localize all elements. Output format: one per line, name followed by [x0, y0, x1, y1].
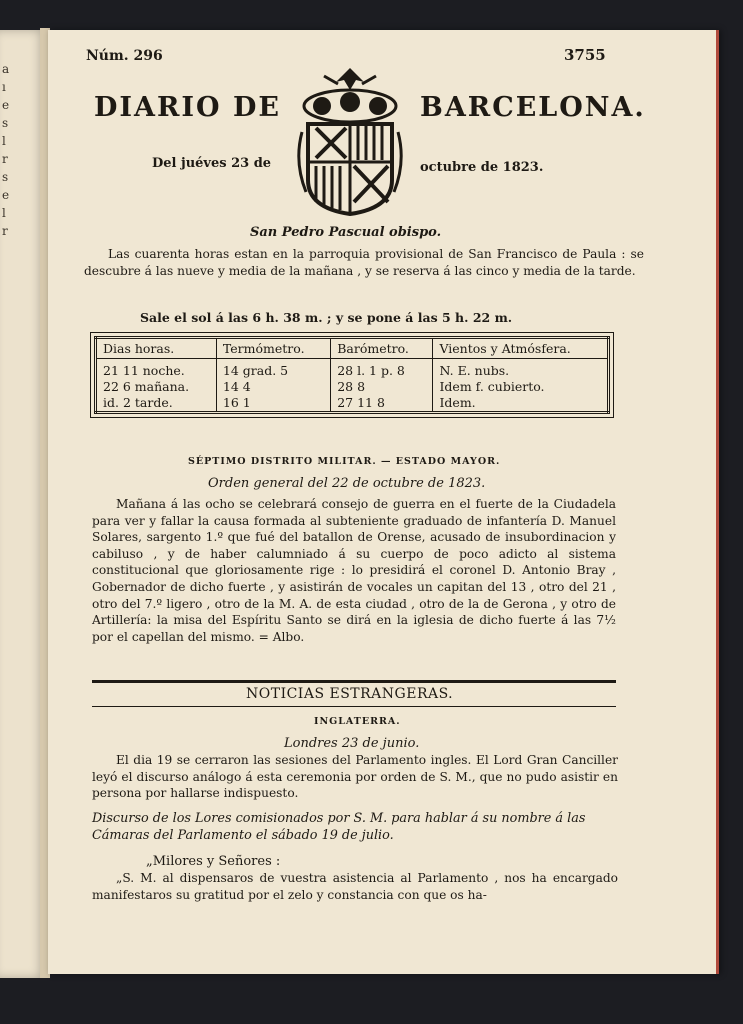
left-page-marks — [2, 60, 10, 240]
table-cell: Idem. — [433, 395, 609, 413]
section-divider — [92, 680, 616, 683]
mark: r — [2, 152, 8, 166]
military-heading: SÉPTIMO DISTRITO MILITAR. — ESTADO MAYOR. — [188, 456, 501, 467]
weather-table — [94, 336, 610, 414]
column-header: Dias horas. — [96, 338, 217, 359]
table-header-row — [96, 338, 609, 359]
table-cell: 14 4 — [216, 379, 330, 395]
page-number: 3755 — [564, 46, 606, 64]
masthead-title-left: DIARIO DE — [94, 92, 281, 123]
military-order-body: Mañana á las ocho se celebrará consejo de guerra en el fuerte de la Ciudadela para ver y fallar la causa formada al subteniente graduado de infantería D. Manuel Solares, sargento 1.º que fué del batallon de Orense, acusado de insubordinacion y cabiluso , y de haber calumniado á su cuerpo de poco adicto al sistema constitucional que gloriosamente rige : lo presidirá el coronel D. Antonio Bray , Gobernador de dicho fuerte , y asistirán de vocales un capitan del 13 , otro del 21 , otro del 7.º ligero , otro de la M. A. de esta ciudad , otro de la de Gerona , y otro de Artillería: la misa del Espíritu Santo se dirá en la iglesia de dicho fuerte á las 7½ por el capellan del mismo. = Albo. — [92, 497, 616, 644]
table-cell: 28 8 — [331, 379, 433, 395]
barcelona-coat-of-arms-icon — [294, 62, 406, 218]
mark: l — [2, 206, 6, 220]
mark: e — [2, 98, 10, 112]
mark: ı — [2, 80, 6, 94]
mark: s — [2, 170, 9, 184]
speech-body: „S. M. al dispensaros de vuestra asistencia al Parlamento , nos ha encargado manifestaros su gratitud por el zelo y constancia con que os ha- — [92, 871, 618, 902]
foreign-news-body: El dia 19 se cerraron las sesiones del Parlamento ingles. El Lord Gran Canciller leyó el discurso análogo á esta ceremonia por orden de S. M., que no pudo asistir en persona por hallarse indispuesto. — [92, 753, 618, 801]
sunrise-sunset: Sale el sol á las 6 h. 38 m. ; y se pone á las 5 h. 22 m. — [140, 310, 513, 325]
country-heading: INGLATERRA. — [314, 716, 401, 727]
masthead-title-right: BARCELONA. — [420, 92, 646, 123]
table-cell: 22 6 mañana. — [103, 379, 190, 394]
mark: r — [2, 224, 8, 238]
mark: e — [2, 188, 10, 202]
column-header: Barómetro. — [331, 338, 433, 359]
mark: s — [2, 116, 9, 130]
table-cell: 21 11 noche. — [103, 363, 185, 378]
mark: a — [2, 62, 10, 76]
table-cell: N. E. nubs. — [433, 359, 609, 380]
table-row — [96, 379, 609, 395]
table-cell: 14 grad. 5 — [216, 359, 330, 380]
table-cell: 16 1 — [216, 395, 330, 413]
saint-of-day: San Pedro Pascual obispo. — [250, 225, 442, 240]
date-left: Del juéves 23 de — [152, 156, 272, 171]
dateline: Londres 23 de junio. — [284, 736, 420, 751]
table-cell: 27 11 8 — [331, 395, 433, 413]
speech-title: Discurso de los Lores comisionados por S. M. para hablar á su nombre á las Cámaras del Parlamento el sábado 19 de julio. — [92, 811, 586, 843]
section-divider-thin — [92, 706, 616, 707]
date-right: octubre de 1823. — [420, 160, 544, 175]
forty-hours-notice: Las cuarenta horas estan en la parroquia provisional de San Francisco de Paula : se descubre á las nueve y media de la mañana , y se reserva á las cinco y media de la tarde. — [84, 247, 644, 278]
issue-number: Núm. 296 — [86, 48, 163, 64]
table-cell: 28 l. 1 p. 8 — [331, 359, 433, 380]
newspaper-page — [48, 30, 719, 974]
table-cell: id. 2 tarde. — [103, 395, 173, 410]
column-header: Termómetro. — [216, 338, 330, 359]
table-row — [96, 359, 609, 380]
foreign-news-heading: NOTICIAS ESTRANGERAS. — [246, 686, 454, 702]
speech-salutation: „Milores y Señores : — [146, 854, 281, 869]
mark: l — [2, 134, 6, 148]
column-header: Vientos y Atmósfera. — [433, 338, 609, 359]
table-cell: Idem f. cubierto. — [433, 379, 609, 395]
table-row — [96, 395, 609, 413]
order-title: Orden general del 22 de octubre de 1823. — [208, 476, 486, 491]
